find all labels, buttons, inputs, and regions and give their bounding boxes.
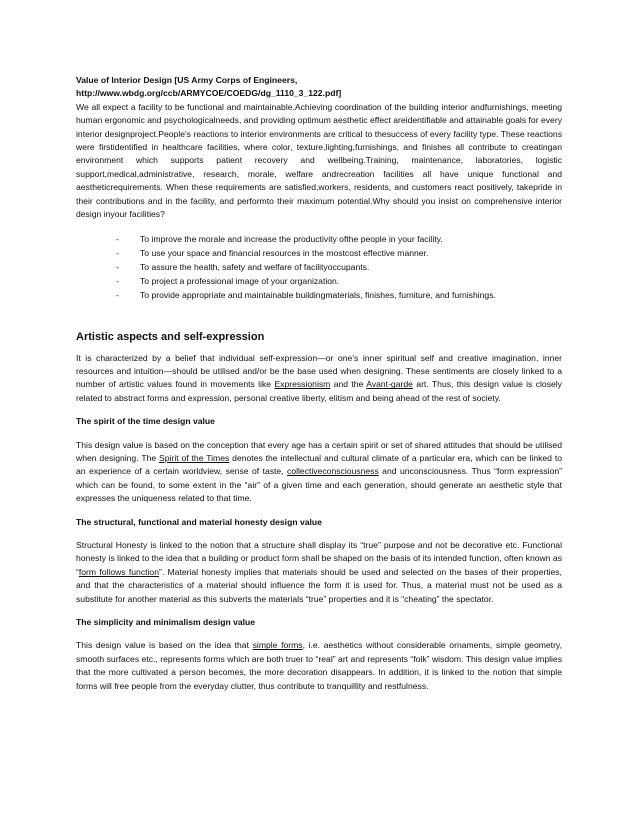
link-spirit-of-the-times[interactable]: Spirit of the Times	[159, 452, 230, 463]
subheading-simplicity: The simplicity and minimalism design value	[76, 617, 256, 627]
document-body	[76, 74, 562, 693]
list-item-text: To provide appropriate and maintainable buildingmaterials, finishes, furniture, and furnishings.	[140, 290, 496, 301]
text-run: It is characterized by a belief that individual self-expression—or one’s inner spiritual self and creative imagination, inner resources and intuition—should be utilised and/or be the base used when designing. These sentiments are closely linked to a number of artistic values found in movements like	[76, 352, 562, 390]
list-item: - To assure the health, safety and welfare of facilityoccupants.	[76, 261, 562, 274]
list-item-text: To use your space and financial resources in the mostcost effective manner.	[140, 248, 429, 259]
list-item-text: To assure the health, safety and welfare of facilityoccupants.	[140, 262, 370, 273]
reasons-list	[76, 233, 562, 302]
text-run: This design value is based on the idea that	[76, 640, 253, 651]
link-form-follows-function[interactable]: form follows function	[78, 566, 159, 577]
spirit-paragraph	[76, 439, 562, 506]
text-run: denotes the intellectual and cultural climate of a particular era, which can be linked to an experience of a certain worldview, sense of taste,	[76, 452, 563, 477]
text-run: and the	[330, 379, 367, 390]
title-line-2-url: http://www.wbdg.org/ccb/ARMYCOE/COEDG/dg_1110_3_122.pdf]	[76, 88, 342, 99]
link-avant-garde[interactable]: Avant-garde	[366, 379, 413, 390]
subheading-spirit: The spirit of the time design value	[76, 416, 215, 427]
link-expressionism[interactable]: Expressionism	[274, 379, 331, 390]
artistic-paragraph	[76, 352, 562, 406]
text-run: This design value is based on the conception that every age has a certain spirit or set of shared attitudes that should be utilised when designing. The	[76, 439, 562, 463]
list-item-text: To project a professional image of your organization.	[140, 276, 340, 287]
simplicity-paragraph	[76, 639, 562, 693]
text-run: and unconsciousness. Thus “form expression” which can be found, to some extent in the “air” of a given time and each generation, should generate an aesthetic style that expresses the uniqueness related to that time.	[76, 466, 562, 504]
text-run: Structural Honesty is linked to the notion that a structure shall display its “true” purpose and not be decorative etc. Functional honesty is linked to the idea that a building or product form shall be shaped on the basis of its intended function, often known as “	[76, 539, 562, 577]
document-title	[76, 74, 562, 101]
subheading-structural: The structural, functional and material honesty design value	[76, 516, 322, 527]
intro-paragraph: We all expect a facility to be functional and maintainable.Achieving coordination of the building interior andfurnishings, meeting human ergonomic and psychologicalneeds, and providing optimum aesthetic effect areidentifiable and attainable goals for every interior designproject.People's reactions to interior environments are critical to thesuccess of every facility type. These reactions were firstidentified in healthcare facilities, where color, texture,lighting,furnishings, and finishes all contribute to creatingan environment which supports patient recovery and wellbeing.Training, maintenance, laboratories, logistic support,medical,administrative, research, morale, welfare andrecreation facilities all have unique functional and aestheticrequirements. When these requirements are satisfied,workers, residents, and customers react positively, takepride in their contributions and in the facility, and performto their maximum potential.Why should you insist on comprehensive interior design inyour facilities?	[76, 101, 562, 220]
list-item: - To improve the morale and increase the productivity ofthe people in your facility.	[76, 233, 562, 246]
section-heading-artistic: Artistic aspects and self-expression	[76, 330, 265, 343]
title-line-1: Value of Interior Design [US Army Corps of Engineers,	[76, 75, 298, 85]
text-run: art. Thus, this design value is closely related to abstract forms and expression, personal creative liberty, elitism and being ahead of the rest of society.	[76, 379, 562, 403]
text-run: , i.e. aesthetics without considerable ornaments, simple geometry, smooth surfaces etc., represents forms which are both truer to “real” art and represents “folk” wisdom. This design value implies that the more cultivated a person becomes, the more decoration disappears. In addition, it is linked to the notion that simple forms will free people from the everyday clutter, thus contribute to tranquillity and restfulness.	[76, 640, 562, 691]
list-item-text: To improve the morale and increase the productivity ofthe people in your facility.	[140, 234, 443, 245]
list-item: - To project a professional image of your organization.	[76, 275, 562, 288]
link-collective-consciousness[interactable]: collectiveconsciousness	[287, 466, 379, 477]
list-item: - To provide appropriate and maintainable buildingmaterials, finishes, furniture, and furnishings.	[76, 289, 562, 302]
text-run: ”. Material honesty implies that materials should be used and selected on the bases of their properties, and that the characteristics of a material should influence the form it is used for. Thus, a material must not be used as a substitute for another material as this subverts the materials “true” properties and it is “cheating” the spectator.	[76, 566, 562, 604]
list-item: - To use your space and financial resources in the mostcost effective manner.	[76, 247, 562, 260]
link-simple-forms[interactable]: simple forms	[252, 640, 303, 651]
structural-paragraph	[76, 539, 562, 606]
